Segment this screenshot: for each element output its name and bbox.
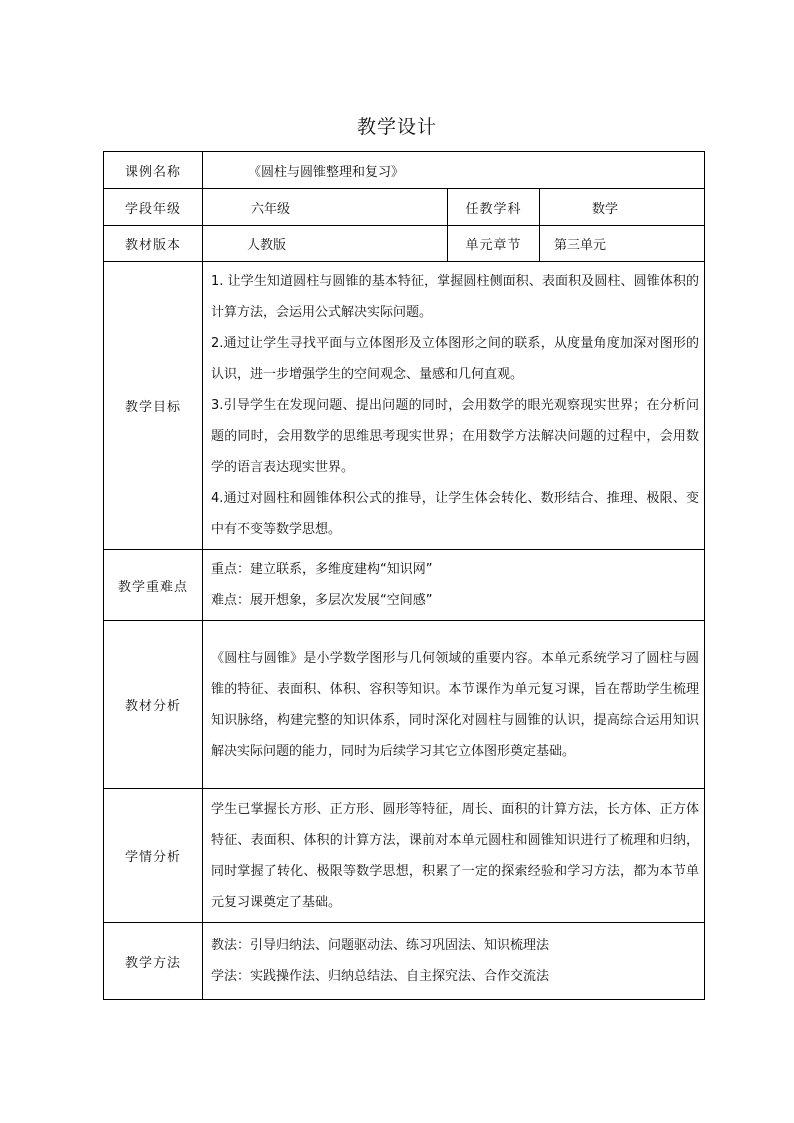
material-label: 教材分析 [104,621,203,789]
key-points-label: 教学重难点 [104,550,203,621]
textbook-value: 人教版 [203,226,448,262]
students-text: 学生已掌握长方形、正方形、圆形等特征，周长、面积的计算方法，长方体、正方体特征、表面积、体积的计算方法，课前对本单元圆柱和圆锥知识进行了梳理和归纳，同时掌握了转化、极限等数学思想，积累了一定的探索经验和学习方法，都为本节单元复习课奠定了基础。 [211,801,700,910]
lesson-name-label: 课例名称 [104,152,203,189]
row-goals [104,262,705,550]
grade-label: 学段年级 [104,189,203,226]
textbook-label: 教材版本 [104,226,203,262]
material-text: 《圆柱与圆锥》是小学数学图形与几何领域的重要内容。本单元系统学习了圆柱与圆锥的特征、表面积、体积、容积等知识。本节课作为单元复习课，旨在帮助学生梳理知识脉络，构建完整的知识体系，同时深化对圆柱与圆锥的认识，提高综合运用知识解决实际问题的能力，同时为后续学习其它立体图形奠定基础。 [211,650,700,759]
material-content [203,621,705,789]
unit-label: 单元章节 [448,226,540,262]
goal-item: 3.引导学生在发现问题、提出问题的同时，会用数学的眼光观察现实世界；在分析问题的同时，会用数学的思维思考现实世界；在用数学方法解决问题的过程中，会用数学的语言表达现实世界。 [211,398,700,475]
method-item: 学法：实践操作法、归纳总结法、自主探究法、合作交流法 [211,969,550,984]
row-students [104,789,705,923]
row-lesson-name [104,152,705,189]
goal-item: 4.通过对圆柱和圆锥体积公式的推导，让学生体会转化、数形结合、推理、极限、变中有不变等数学思想。 [211,491,700,537]
row-textbook [104,226,705,262]
students-content [203,789,705,923]
row-grade [104,189,705,226]
unit-value: 第三单元 [540,226,705,262]
goals-label: 教学目标 [104,262,203,550]
grade-value: 六年级 [203,189,448,226]
key-point-item: 难点：展开想象，多层次发展“空间感” [211,593,433,608]
goal-item: 1. 让学生知道圆柱与圆锥的基本特征，掌握圆柱侧面积、表面积及圆柱、圆锥体积的计算方法，会运用公式解决实际问题。 [211,274,700,320]
goal-item: 2.通过让学生寻找平面与立体图形及立体图形之间的联系，从度量角度加深对图形的认识，进一步增强学生的空间观念、量感和几何直观。 [211,336,700,382]
methods-content [203,923,705,1000]
lesson-name-value: 《圆柱与圆锥整理和复习》 [203,152,705,189]
subject-value: 数学 [540,189,705,226]
lesson-design-table [103,151,705,1000]
subject-label: 任教学科 [448,189,540,226]
row-key-points [104,550,705,621]
method-item: 教法：引导归纳法、问题驱动法、练习巩固法、知识梳理法 [211,938,550,953]
key-point-item: 重点：建立联系，多维度建构“知识网” [211,562,433,577]
methods-label: 教学方法 [104,923,203,1000]
row-methods [104,923,705,1000]
students-label: 学情分析 [104,789,203,923]
goals-content [203,262,705,550]
document-title: 教学设计 [356,116,437,138]
row-material [104,621,705,789]
key-points-content [203,550,705,621]
